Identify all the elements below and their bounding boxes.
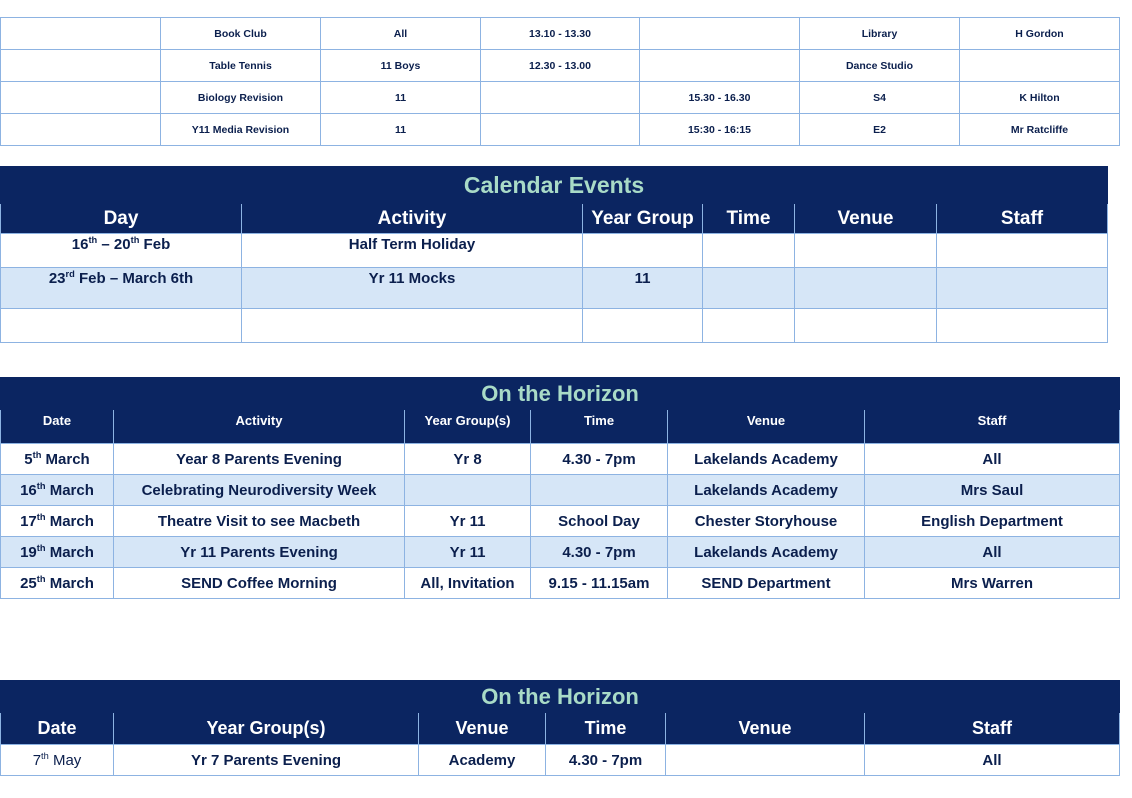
horizon-may-header-3: Time <box>546 713 666 745</box>
date-month: March <box>45 574 94 592</box>
horizon-header-3: Time <box>531 410 668 444</box>
club-cell <box>481 114 640 146</box>
calendar-activity-cell: Yr 11 Mocks <box>242 268 583 309</box>
horizon-row <box>1 506 1120 537</box>
calendar-row <box>1 234 1108 268</box>
calendar-row <box>1 268 1108 309</box>
club-cell: All <box>321 18 481 50</box>
club-cell: Dance Studio <box>800 50 960 82</box>
date-number: 16 <box>20 481 37 499</box>
horizon-staff-cell: All <box>865 537 1120 568</box>
date-number: 19 <box>20 543 37 561</box>
club-cell <box>640 18 800 50</box>
horizon-header-5: Staff <box>865 410 1120 444</box>
horizon-year-cell <box>405 475 531 506</box>
horizon-header-0: Date <box>1 410 114 444</box>
horizon-venue-cell: Chester Storyhouse <box>668 506 865 537</box>
horizon-activity-cell: Theatre Visit to see Macbeth <box>114 506 405 537</box>
horizon-activity-cell: Year 8 Parents Evening <box>114 444 405 475</box>
calendar-header-0: Day <box>1 204 242 234</box>
horizon-time-cell: 4.30 - 7pm <box>531 444 668 475</box>
calendar-day-cell <box>1 268 242 309</box>
calendar-venue-cell <box>795 234 937 268</box>
horizon-may-activity-cell: Yr 7 Parents Evening <box>114 745 419 776</box>
club-cell: 12.30 - 13.00 <box>481 50 640 82</box>
horizon-row <box>1 444 1120 475</box>
horizon-staff-cell: Mrs Saul <box>865 475 1120 506</box>
club-cell: E2 <box>800 114 960 146</box>
day-start: 16 <box>71 236 89 253</box>
calendar-time-cell <box>703 268 795 309</box>
horizon-date-cell <box>1 506 114 537</box>
horizon-header-1: Activity <box>114 410 405 444</box>
date-month: March <box>45 512 94 530</box>
horizon-date-cell <box>1 568 114 599</box>
calendar-events-table <box>0 166 1108 343</box>
calendar-staff-cell <box>937 268 1108 309</box>
club-cell: Mr Ratcliffe <box>960 114 1120 146</box>
calendar-activity-cell: Half Term Holiday <box>242 234 583 268</box>
horizon-activity-cell: Yr 11 Parents Evening <box>114 537 405 568</box>
calendar-venue-cell <box>795 309 937 343</box>
horizon-row <box>1 537 1120 568</box>
club-cell: H Gordon <box>960 18 1120 50</box>
on-the-horizon-may-title: On the Horizon <box>1 681 1120 713</box>
horizon-venue-cell: SEND Department <box>668 568 865 599</box>
calendar-time-cell <box>703 234 795 268</box>
date-suffix: th <box>36 511 46 522</box>
club-cell: 15.30 - 16.30 <box>640 82 800 114</box>
calendar-time-cell <box>703 309 795 343</box>
horizon-may-header-2: Venue <box>419 713 546 745</box>
horizon-may-header-4: Venue <box>666 713 865 745</box>
horizon-time-cell: 4.30 - 7pm <box>531 537 668 568</box>
horizon-may-venue2-cell <box>666 745 865 776</box>
horizon-row <box>1 475 1120 506</box>
club-cell: 11 <box>321 82 481 114</box>
calendar-header-3: Time <box>703 204 795 234</box>
club-cell: 11 Boys <box>321 50 481 82</box>
horizon-row <box>1 568 1120 599</box>
horizon-venue-cell: Lakelands Academy <box>668 444 865 475</box>
horizon-header-4: Venue <box>668 410 865 444</box>
club-cell: S4 <box>800 82 960 114</box>
club-cell <box>1 18 161 50</box>
date-suffix: th <box>32 449 42 460</box>
club-row <box>1 50 1120 82</box>
horizon-may-time-cell: 4.30 - 7pm <box>546 745 666 776</box>
club-cell: 11 <box>321 114 481 146</box>
on-the-horizon-table <box>0 377 1120 599</box>
horizon-year-cell: Yr 11 <box>405 537 531 568</box>
calendar-header-1: Activity <box>242 204 583 234</box>
horizon-staff-cell: English Department <box>865 506 1120 537</box>
calendar-year-cell: 11 <box>583 268 703 309</box>
club-row <box>1 82 1120 114</box>
date-number: 25 <box>20 574 37 592</box>
date-number: 17 <box>20 512 37 530</box>
horizon-year-cell: Yr 11 <box>405 506 531 537</box>
calendar-venue-cell <box>795 268 937 309</box>
calendar-header-5: Staff <box>937 204 1108 234</box>
day-start: 23 <box>48 270 66 287</box>
horizon-may-row <box>1 745 1120 776</box>
horizon-activity-cell: Celebrating Neurodiversity Week <box>114 475 405 506</box>
calendar-staff-cell <box>937 309 1108 343</box>
club-cell: 13.10 - 13.30 <box>481 18 640 50</box>
club-cell <box>640 50 800 82</box>
calendar-day-cell <box>1 234 242 268</box>
calendar-day-cell <box>1 309 242 343</box>
calendar-activity-cell <box>242 309 583 343</box>
day-start-suffix: rd <box>65 269 75 279</box>
horizon-activity-cell: SEND Coffee Morning <box>114 568 405 599</box>
horizon-date-cell <box>1 475 114 506</box>
horizon-venue-cell: Lakelands Academy <box>668 475 865 506</box>
horizon-time-cell <box>531 475 668 506</box>
calendar-row <box>1 309 1108 343</box>
date-suffix: th <box>36 480 46 491</box>
calendar-year-cell <box>583 234 703 268</box>
horizon-venue-cell: Lakelands Academy <box>668 537 865 568</box>
horizon-may-header-5: Staff <box>865 713 1120 745</box>
calendar-year-cell <box>583 309 703 343</box>
horizon-year-cell: All, Invitation <box>405 568 531 599</box>
club-cell <box>960 50 1120 82</box>
club-cell: 15:30 - 16:15 <box>640 114 800 146</box>
club-cell: Book Club <box>161 18 321 50</box>
horizon-year-cell: Yr 8 <box>405 444 531 475</box>
day-end: Feb <box>139 236 171 253</box>
club-row <box>1 18 1120 50</box>
horizon-date-cell <box>1 537 114 568</box>
club-cell: Library <box>800 18 960 50</box>
club-cell <box>1 82 161 114</box>
date-suffix: th <box>36 542 46 553</box>
calendar-header-4: Venue <box>795 204 937 234</box>
date-month: March <box>41 450 90 468</box>
club-cell <box>1 50 161 82</box>
club-row <box>1 114 1120 146</box>
calendar-events-title: Calendar Events <box>1 167 1108 204</box>
club-cell: Biology Revision <box>161 82 321 114</box>
horizon-may-venue1-cell: Academy <box>419 745 546 776</box>
day-middle: – 20 <box>97 236 131 253</box>
date-number: 7 <box>32 751 42 769</box>
date-month: March <box>45 481 94 499</box>
club-cell <box>481 82 640 114</box>
horizon-date-cell <box>1 444 114 475</box>
date-suffix: th <box>36 573 46 584</box>
club-cell <box>1 114 161 146</box>
horizon-staff-cell: All <box>865 444 1120 475</box>
date-month: March <box>45 543 94 561</box>
on-the-horizon-may-table <box>0 680 1120 776</box>
club-cell: K Hilton <box>960 82 1120 114</box>
horizon-may-header-0: Date <box>1 713 114 745</box>
horizon-header-2: Year Group(s) <box>405 410 531 444</box>
horizon-may-header-1: Year Group(s) <box>114 713 419 745</box>
horizon-time-cell: School Day <box>531 506 668 537</box>
horizon-staff-cell: Mrs Warren <box>865 568 1120 599</box>
day-end-suffix: th <box>130 235 140 245</box>
on-the-horizon-title: On the Horizon <box>1 378 1120 410</box>
horizon-may-staff-cell: All <box>865 745 1120 776</box>
calendar-staff-cell <box>937 234 1108 268</box>
club-cell: Table Tennis <box>161 50 321 82</box>
horizon-may-date-cell <box>1 745 114 776</box>
club-cell: Y11 Media Revision <box>161 114 321 146</box>
horizon-time-cell: 9.15 - 11.15am <box>531 568 668 599</box>
date-suffix: th <box>41 750 49 761</box>
date-month: May <box>48 751 82 769</box>
day-middle: Feb – March 6th <box>74 270 194 287</box>
date-number: 5 <box>24 450 33 468</box>
day-start-suffix: th <box>88 235 98 245</box>
clubs-table <box>0 17 1120 146</box>
calendar-header-2: Year Group <box>583 204 703 234</box>
